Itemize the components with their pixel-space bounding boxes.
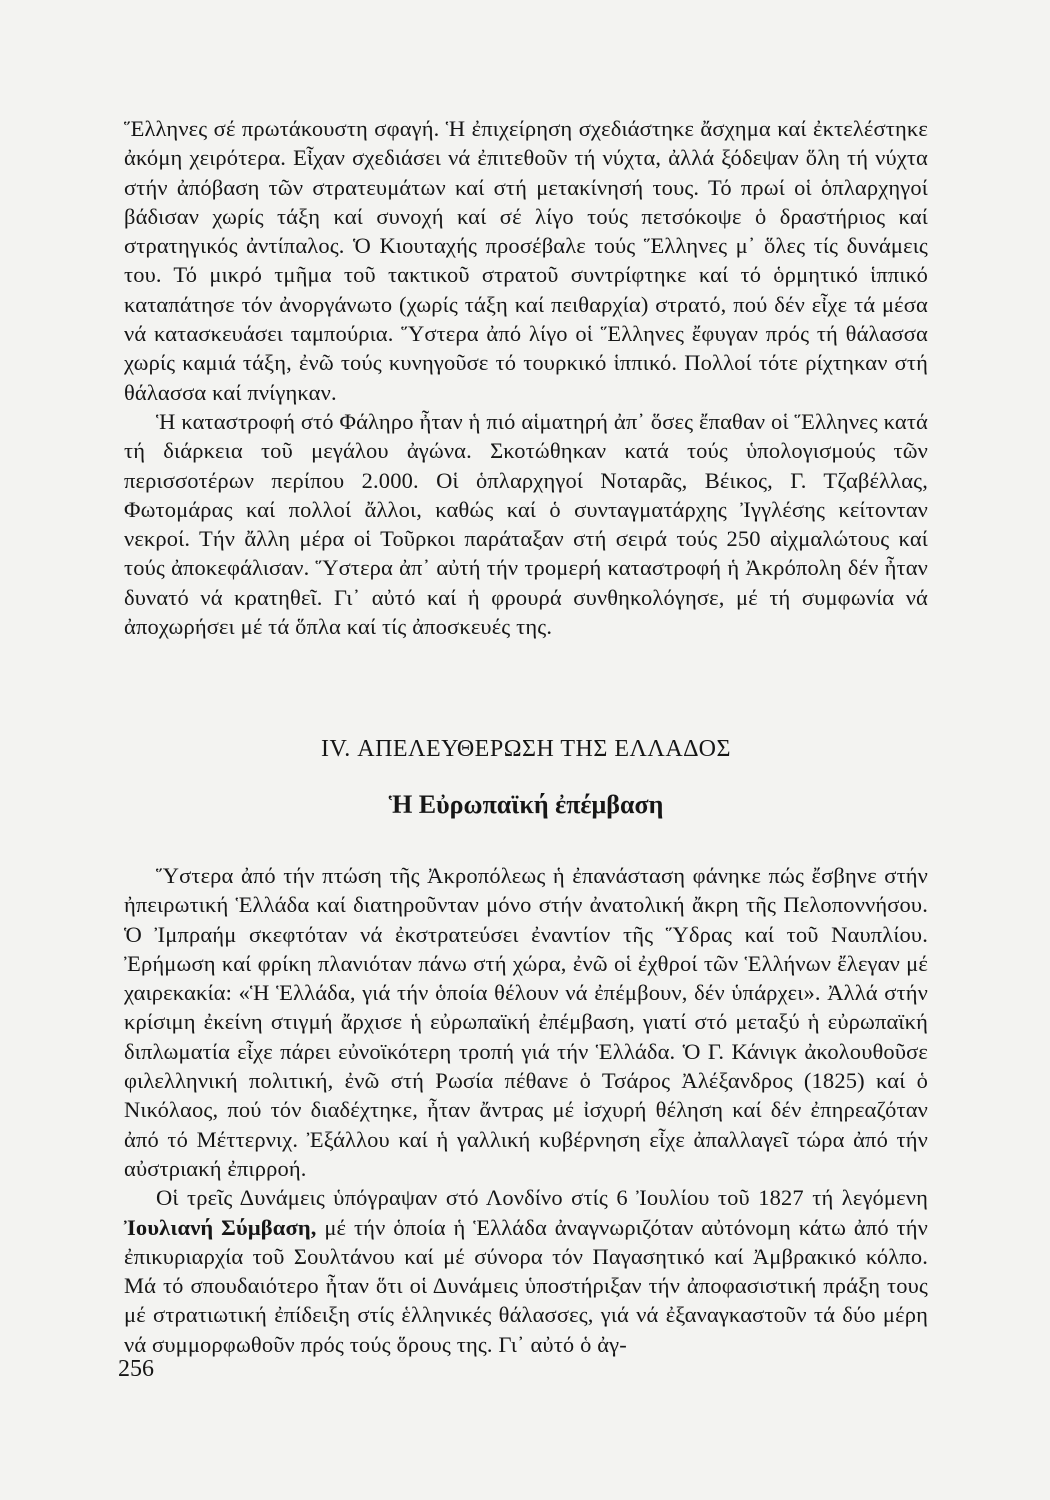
paragraph-july-convention-start: Οἱ τρεῖς Δυνάμεις ὑπόγραψαν στό Λονδίνο στίς 6 Ἰουλίου τοῦ 1827 τή λεγόμενη xyxy=(156,1185,928,1211)
page-number: 256 xyxy=(118,1356,154,1382)
chapter-title: IV. ΑΠΕΛΕΥΘΕΡΩΣΗ ΤΗΣ ΕΛΛΑΔΟΣ xyxy=(321,736,731,762)
text-block-top xyxy=(124,114,928,641)
paragraph-falirο-casualties: Ἡ καταστροφή στό Φάληρο ἦταν ἡ πιό αἱματηρή ἀπ᾽ ὅσες ἔπαθαν οἱ Ἕλληνες κατά τή διάρκεια τοῦ μεγάλου ἀγώνα. Σκοτώθηκαν κατά τούς ὑπολογισμούς τῶν περισσοτέρων περίπου 2.000. Οἱ ὁπλαρχηγοί Νοταρᾶς, Βέικος, Γ. Τζαβέλλας, Φωτομάρας καί πολλοί ἄλλοι, καθώς καί ὁ συνταγματάρχης Ἰγγλέσης κείτονταν νεκροί. Τήν ἄλλη μέρα οἱ Τοῦρκοι παράταξαν στή σειρά τούς 250 αἰχμαλώτους καί τούς ἀποκεφάλισαν. Ὕστερα ἀπ᾽ αὐτή τήν τρομερή καταστροφή ἡ Ἀκρόπολη δέν ἦταν δυνατό νά κρατηθεῖ. Γι᾽ αὐτό καί ἡ φρουρά συνθηκολόγησε, μέ τή συμφωνία νά ἀποχωρήσει μέ τά ὅπλα καί τίς ἀποσκευές της. xyxy=(124,408,928,640)
text-block-bottom xyxy=(124,861,928,1359)
july-convention-term: Ἰουλιανή Σύμβαση, xyxy=(124,1214,317,1240)
paragraph-july-convention-end: μέ τήν ὁποία ἡ Ἑλλάδα ἀναγνωριζόταν αὐτόνομη κάτω ἀπό τήν ἐπικυριαρχία τοῦ Σουλτάνου καί μέ σύνορα τόν Παγασητικό καί Ἀμβρακικό κόλπο. Μά τό σπουδαιότερο ἦταν ὅτι οἱ Δυνάμεις ὑποστήριξαν τήν ἀποφασιστική πράξη τους μέ στρατιωτική ἐπίδειξη στίς ἑλληνικές θάλασσες, γιά νά ἐξαναγκαστοῦν τά δύο μέρη νά συμμορφωθοῦν πρός τούς ὅρους της. Γι᾽ αὐτό ὁ ἀγ- xyxy=(124,1214,928,1357)
paragraph-july-convention xyxy=(124,1183,928,1359)
section-title: Ἡ Εὐρωπαϊκή ἐπέμβαση xyxy=(388,790,664,819)
paragraph-european-intervention: Ὕστερα ἀπό τήν πτώση τῆς Ἀκροπόλεως ἡ ἐπανάσταση φάνηκε πώς ἔσβηνε στήν ἠπειρωτική Ἑλλάδα καί διατηροῦνταν μόνο στήν ἀνατολική ἄκρη τῆς Πελοποννήσου. Ὁ Ἰμπραήμ σκεφτόταν νά ἐκστρατεύσει ἐναντίον τῆς Ὕδρας καί τοῦ Ναυπλίου. Ἐρήμωση καί φρίκη πλανιόταν πάνω στή χώρα, ἐνῶ οἱ ἐχθροί τῶν Ἑλλήνων ἔλεγαν μέ χαιρεκακία: «Ἡ Ἑλλάδα, γιά τήν ὁποία θέλουν νά ἐπέμβουν, δέν ὑπάρχει». Ἀλλά στήν κρίσιμη ἐκείνη στιγμή ἄρχισε ἡ εὐρωπαϊκή ἐπέμβαση, γιατί στό μεταξύ ἡ εὐρωπαϊκή διπλωματία εἶχε πάρει εὐνοϊκότερη τροπή γιά τήν Ἑλλάδα. Ὁ Γ. Κάνιγκ ἀκολουθοῦσε φιλελληνική πολιτική, ἐνῶ στή Ρωσία πέθανε ὁ Τσάρος Ἀλέξανδρος (1825) καί ὁ Νικόλαος, πού τόν διαδέχτηκε, ἦταν ἄντρας μέ ἰσχυρή θέληση καί δέν ἐπηρεαζόταν ἀπό τό Μέττερνιχ. Ἐξάλλου καί ἡ γαλλική κυβέρνηση εἶχε ἀπαλλαγεῖ τώρα ἀπό τήν αὐστριακή ἐπιρροή. xyxy=(124,863,928,1181)
paragraph-falirο-battle: Ἕλληνες σέ πρωτάκουστη σφαγή. Ἡ ἐπιχείρηση σχεδιάστηκε ἄσχημα καί ἐκτελέστηκε ἀκόμη χειρότερα. Εἶχαν σχεδιάσει νά ἐπιτεθοῦν τή νύχτα, ἀλλά ξόδεψαν ὅλη τή νύχτα στήν ἀπόβαση τῶν στρατευμάτων καί στή μετακίνησή τους. Τό πρωί οἱ ὁπλαρχηγοί βάδισαν χωρίς τάξη καί συνοχή καί σέ λίγο τούς πετσόκοψε ὁ δραστήριος καί στρατηγικός ἀντίπαλος. Ὁ Κιουταχής προσέβαλε τούς Ἕλληνες μ᾽ ὅλες τίς δυνάμεις του. Τό μικρό τμῆμα τοῦ τακτικοῦ στρατοῦ συντρίφτηκε καί τό ὁρμητικό ἱππικό καταπάτησε τόν ἀνοργάνωτο (χωρίς τάξη καί πειθαρχία) στρατό, πού δέν εἶχε τά μέσα νά κατασκευάσει ταμπούρια. Ὕστερα ἀπό λίγο οἱ Ἕλληνες ἔφυγαν πρός τή θάλασσα χωρίς καμιά τάξη, ἐνῶ τούς κυνηγοῦσε τό τουρκικό ἱππικό. Πολλοί τότε ρίχτηκαν στή θάλασσα καί πνίγηκαν. xyxy=(124,116,928,405)
